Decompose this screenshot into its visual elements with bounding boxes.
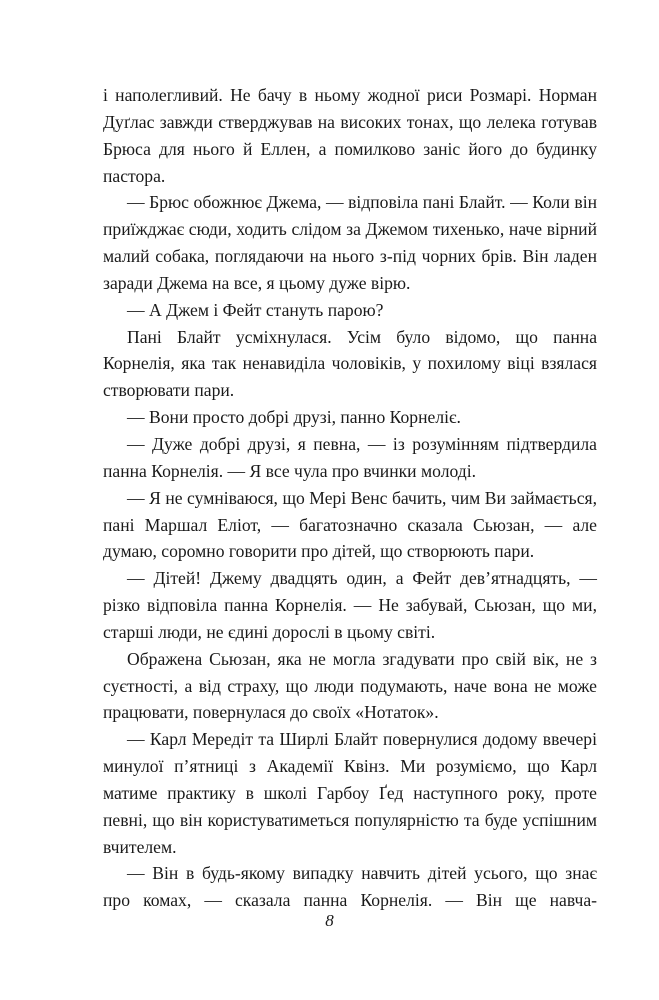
paragraph: — Дуже добрі друзі, я певна, — із розумінням підтвердила панна Корнелія. — Я все чула про вчинки молоді. (103, 433, 597, 481)
paragraph: Пані Блайт усміхнулася. Усім було відомо, що панна Корнелія, яка так ненавиділа чоловіків, у похилому віці взялася створювати пари. (103, 326, 597, 401)
page-number: 8 (325, 911, 334, 930)
paragraph: — Брюс обожнює Джема, — відповіла пані Блайт. — Коли він приїжджає сюди, ходить слідом за Джемом тихенько, наче вірний малий собака, поглядаючи на нього з-під чорних брів. Він ладен заради Джема на все, я цьому дуже вірю. (103, 192, 597, 293)
page-body (103, 82, 597, 914)
paragraph: — Дітей! Джему двадцять один, а Фейт дев’ятнадцять, — різко відповіла панна Корнелія. — Не забувай, Сьюзан, що ми, старші люди, не єдині дорослі в цьому світі. (103, 568, 597, 642)
paragraph: — Вони просто добрі друзі, панно Корнеліє. (127, 407, 461, 428)
paragraph: — А Джем і Фейт стануть парою? (127, 299, 384, 320)
paragraph: — Карл Мередіт та Ширлі Блайт повернулися додому ввечері минулої п’ятниці з Академії Квінз. Ми розуміємо, що Карл матиме практику в школі Гарбоу Ґед наступного року, проте певні, що він користуватиметься популярністю та буде успішним вчителем. (103, 729, 597, 857)
paragraph: і наполегливий. Не бачу в ньому жодної риси Розмарі. Норман Дуґлас завжди стверджував на високих тонах, що лелека готував Брюса для нього й Еллен, а помилково заніс його до будинку пастора. (103, 85, 597, 186)
paragraph: Ображена Сьюзан, яка не могла згадувати про свій вік, не з суєтності, а від страху, що люди подумають, наче вона не може працювати, повернулася до своїх «Нотаток». (103, 648, 597, 723)
paragraph: — Я не сумніваюся, що Мері Венс бачить, чим Ви займається, пані Маршал Еліот, — багатозначно сказала Сьюзан, — але думаю, соромно говорити про дітей, що створюють пари. (103, 487, 597, 562)
paragraph: — Він в будь-якому випадку навчить дітей усього, що знає про комах, — сказала панна Корнелія. — Він ще навча- (103, 863, 597, 911)
